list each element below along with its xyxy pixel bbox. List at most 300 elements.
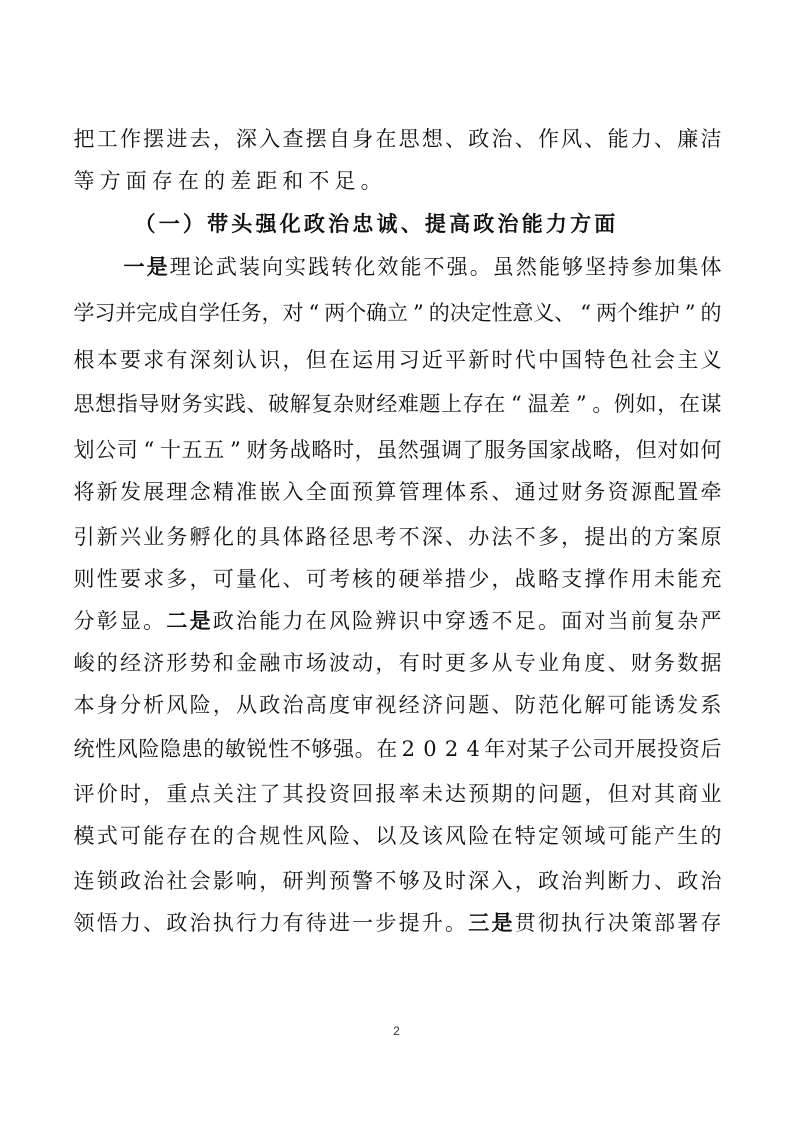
glyph: 存	[462, 392, 484, 416]
glyph: 务	[166, 525, 188, 549]
glyph: 社	[630, 348, 652, 372]
glyph: 预	[352, 480, 374, 504]
glyph: 入	[259, 127, 281, 151]
paragraph-line	[0, 685, 793, 725]
page-number: 2	[393, 1024, 400, 1038]
glyph: 战	[570, 438, 592, 462]
glyph: 发	[119, 480, 141, 504]
glyph: 。	[354, 737, 376, 761]
glyph: 法	[491, 525, 513, 549]
glyph: 题	[468, 693, 490, 717]
glyph: 力	[545, 211, 567, 236]
glyph: 上	[441, 392, 463, 416]
glyph: 略	[311, 438, 333, 462]
glyph: 实	[285, 255, 307, 279]
glyph: 体	[282, 525, 304, 549]
glyph: 考	[328, 567, 350, 591]
glyph: 是	[189, 608, 211, 633]
glyph: 、	[491, 693, 513, 717]
glyph: 投	[657, 737, 679, 761]
glyph: 的	[236, 525, 258, 549]
glyph: 系	[468, 480, 490, 504]
glyph: 入	[491, 869, 513, 893]
glyph: 理	[421, 480, 443, 504]
glyph: 色	[607, 348, 629, 372]
glyph: 但	[635, 438, 657, 462]
glyph: 风	[166, 693, 188, 717]
glyph: 断	[607, 869, 629, 893]
glyph: 二	[166, 608, 188, 633]
glyph: 、	[654, 869, 676, 893]
glyph: 核	[352, 567, 374, 591]
glyph: 未	[421, 782, 443, 806]
glyph: 、	[143, 911, 165, 935]
glyph: 部	[654, 911, 676, 935]
glyph: 原	[700, 525, 722, 549]
glyph: 和	[212, 651, 234, 675]
glyph: 复	[654, 609, 676, 633]
glyph: 个	[345, 301, 367, 325]
glyph: 两	[324, 301, 346, 325]
glyph: 和	[282, 169, 304, 193]
glyph: 在	[678, 392, 700, 416]
glyph: 不	[514, 525, 536, 549]
glyph: 务	[181, 392, 203, 416]
glyph: 入	[282, 480, 304, 504]
glyph: 2	[444, 737, 459, 761]
glyph: 不	[423, 255, 445, 279]
glyph: ，	[282, 348, 304, 372]
glyph: 措	[445, 567, 467, 591]
glyph: 杂	[677, 609, 699, 633]
glyph: 规	[259, 824, 281, 848]
glyph: 会	[189, 869, 211, 893]
glyph: 能	[677, 567, 699, 591]
glyph: 预	[468, 782, 490, 806]
glyph: 势	[189, 651, 211, 675]
glyph: 置	[677, 480, 699, 504]
glyph: 战	[289, 438, 311, 462]
glyph: 认	[236, 348, 258, 372]
glyph: 强	[419, 438, 441, 462]
glyph: 新	[96, 480, 118, 504]
glyph: 参	[631, 255, 653, 279]
glyph: 硬	[398, 567, 420, 591]
glyph: 风	[116, 737, 138, 761]
glyph: 、	[491, 480, 513, 504]
glyph: ”	[575, 392, 587, 416]
glyph: 性	[282, 824, 304, 848]
glyph: 识	[398, 609, 420, 633]
glyph: 险	[138, 737, 160, 761]
glyph: 产	[654, 824, 676, 848]
glyph: ，	[514, 869, 536, 893]
glyph: 可	[212, 567, 234, 591]
glyph: 方	[654, 525, 676, 549]
glyph: 定	[470, 301, 492, 325]
glyph: 研	[282, 869, 304, 893]
glyph: 不	[289, 737, 311, 761]
glyph: ）	[182, 211, 204, 236]
glyph: 性	[491, 301, 513, 325]
glyph: 风	[305, 824, 327, 848]
glyph: 政	[537, 869, 559, 893]
glyph: 思	[352, 525, 374, 549]
glyph: 对	[282, 301, 304, 325]
glyph: 年	[484, 737, 506, 761]
paragraph-line	[0, 293, 793, 333]
glyph: 生	[677, 824, 699, 848]
glyph: 面	[125, 169, 147, 193]
glyph: 一	[352, 911, 374, 935]
glyph: 撑	[584, 567, 606, 591]
glyph: 识	[259, 348, 281, 372]
glyph: ，	[561, 525, 583, 549]
glyph: 据	[700, 651, 722, 675]
glyph: 深	[468, 869, 490, 893]
glyph: 精	[212, 480, 234, 504]
glyph: 装	[238, 255, 260, 279]
glyph: 穿	[445, 609, 467, 633]
glyph: 深	[421, 525, 443, 549]
glyph: 数	[677, 651, 699, 675]
paragraph-line	[0, 861, 793, 901]
glyph: 在	[376, 737, 398, 761]
glyph: 够	[562, 255, 584, 279]
glyph: 透	[468, 609, 490, 633]
glyph: 面	[594, 211, 616, 236]
glyph: 任	[219, 301, 241, 325]
glyph: 风	[445, 824, 467, 848]
glyph: 的	[203, 737, 225, 761]
glyph: 期	[491, 782, 513, 806]
glyph: 主	[677, 348, 699, 372]
glyph: 新	[96, 525, 118, 549]
glyph: 求	[143, 348, 165, 372]
glyph: 时	[421, 651, 443, 675]
glyph: 个	[616, 301, 638, 325]
glyph: 对	[505, 737, 527, 761]
glyph: 隐	[159, 737, 181, 761]
glyph: “	[143, 438, 155, 462]
glyph: 系	[700, 693, 722, 717]
glyph: 集	[677, 255, 699, 279]
glyph: 过	[537, 480, 559, 504]
glyph: 当	[607, 609, 629, 633]
glyph: 近	[421, 348, 443, 372]
glyph: 想	[95, 392, 117, 416]
glyph: 有	[166, 348, 188, 372]
glyph: 判	[584, 869, 606, 893]
glyph: 可	[305, 567, 327, 591]
glyph: 、	[352, 824, 374, 848]
glyph: 略	[592, 438, 614, 462]
paragraph-line	[0, 601, 793, 641]
glyph: 患	[181, 737, 203, 761]
glyph: 治	[143, 869, 165, 893]
glyph: 业	[700, 782, 722, 806]
glyph: 少	[468, 567, 490, 591]
glyph: 了	[462, 438, 484, 462]
glyph: 不	[375, 869, 397, 893]
glyph: 题	[419, 392, 441, 416]
glyph: 治	[282, 693, 304, 717]
glyph: 对	[630, 782, 652, 806]
glyph: 加	[654, 255, 676, 279]
glyph: 面	[328, 480, 350, 504]
glyph: 转	[331, 255, 353, 279]
glyph: 经	[398, 693, 420, 717]
section-heading	[0, 204, 793, 244]
glyph: 身	[96, 693, 118, 717]
glyph: “	[580, 301, 591, 325]
glyph: 摆	[305, 127, 327, 151]
glyph: 。	[360, 169, 382, 193]
glyph: 该	[421, 824, 443, 848]
paragraph-line	[0, 816, 793, 856]
paragraph-line	[0, 729, 793, 769]
glyph: 能	[143, 824, 165, 848]
glyph: 价	[96, 782, 118, 806]
glyph: 、	[400, 211, 422, 236]
glyph: 决	[607, 911, 629, 935]
glyph: 在	[484, 392, 506, 416]
glyph: ，	[259, 869, 281, 893]
glyph: 问	[445, 693, 467, 717]
glyph: 多	[166, 567, 188, 591]
glyph: 对	[657, 438, 679, 462]
glyph: 公	[570, 737, 592, 761]
glyph: 模	[73, 824, 95, 848]
glyph: 。	[592, 392, 614, 416]
glyph: ，	[212, 693, 234, 717]
glyph: 行	[584, 911, 606, 935]
glyph: 0	[423, 737, 437, 761]
glyph: 险	[328, 824, 350, 848]
glyph: 足	[334, 169, 356, 193]
glyph: 本	[73, 693, 95, 717]
glyph: 划	[73, 438, 95, 462]
glyph: 习	[398, 348, 420, 372]
glyph: 诚	[376, 211, 398, 236]
glyph: 回	[352, 782, 374, 806]
glyph: 可	[607, 824, 629, 848]
glyph: 国	[561, 348, 583, 372]
glyph: 4	[466, 737, 480, 761]
glyph: 点	[189, 782, 211, 806]
glyph: 提	[424, 211, 446, 236]
glyph: 力	[630, 869, 652, 893]
glyph: 能	[607, 127, 629, 151]
glyph: 理	[169, 255, 191, 279]
glyph: 存	[151, 169, 173, 193]
glyph: 形	[166, 651, 188, 675]
glyph: 力	[630, 127, 652, 151]
glyph: 政	[119, 869, 141, 893]
glyph: 存	[166, 824, 188, 848]
glyph: 定	[537, 824, 559, 848]
glyph: 深	[189, 348, 211, 372]
glyph: 领	[561, 824, 583, 848]
glyph: 立	[387, 301, 408, 325]
glyph: 政	[259, 693, 281, 717]
glyph: 强	[255, 211, 277, 236]
glyph: 支	[561, 567, 583, 591]
glyph: 径	[328, 525, 350, 549]
glyph: 域	[584, 824, 606, 848]
glyph: 一	[123, 254, 145, 279]
glyph: 深	[236, 127, 258, 151]
glyph: 金	[236, 651, 258, 675]
glyph: 政	[166, 911, 188, 935]
glyph: 两	[596, 301, 617, 325]
glyph: 在	[177, 169, 199, 193]
glyph: 通	[514, 480, 536, 504]
glyph: 想	[421, 127, 443, 151]
glyph: 资	[607, 480, 629, 504]
glyph: 诱	[654, 693, 676, 717]
glyph: 化	[354, 255, 376, 279]
glyph: ，	[657, 392, 679, 416]
glyph: 彰	[96, 609, 118, 633]
glyph: 财	[630, 651, 652, 675]
glyph: 。	[537, 609, 559, 633]
glyph: “	[511, 392, 522, 416]
glyph: 但	[607, 782, 629, 806]
glyph: ”	[413, 301, 424, 325]
glyph: 何	[700, 438, 722, 462]
glyph: 防	[514, 693, 536, 717]
glyph: 性	[95, 737, 117, 761]
glyph: 的	[428, 301, 450, 325]
paragraph-line	[0, 903, 793, 943]
glyph: 、	[445, 127, 467, 151]
glyph: 根	[73, 348, 95, 372]
glyph: 孵	[189, 525, 211, 549]
glyph: 统	[73, 737, 95, 761]
glyph: 多	[468, 651, 490, 675]
glyph: 战	[514, 567, 536, 591]
glyph: 特	[514, 824, 536, 848]
glyph: ，	[491, 567, 513, 591]
glyph: 子	[549, 737, 571, 761]
glyph: 带	[207, 211, 229, 236]
glyph: 进	[328, 911, 350, 935]
glyph: 业	[537, 651, 559, 675]
glyph: 在	[328, 348, 350, 372]
glyph: （	[134, 211, 156, 236]
glyph: 五	[181, 438, 203, 462]
glyph: 题	[561, 782, 583, 806]
glyph: 商	[677, 782, 699, 806]
glyph: 虽	[492, 255, 514, 279]
glyph: 治	[561, 869, 583, 893]
glyph: 新	[468, 348, 490, 372]
glyph: 报	[375, 782, 397, 806]
glyph: 办	[468, 525, 490, 549]
glyph: 杂	[332, 392, 354, 416]
glyph: 波	[328, 651, 350, 675]
glyph: “	[308, 301, 320, 325]
glyph: 会	[654, 348, 676, 372]
glyph: 对	[584, 609, 606, 633]
glyph: 服	[484, 438, 506, 462]
glyph: 、	[514, 127, 536, 151]
glyph: 治	[497, 211, 519, 236]
glyph: 显	[119, 609, 141, 633]
glyph: 执	[212, 911, 234, 935]
glyph: ，	[261, 301, 283, 325]
glyph: 能	[400, 255, 422, 279]
glyph: 刻	[212, 348, 234, 372]
glyph: 。	[143, 609, 165, 633]
glyph: 发	[677, 693, 699, 717]
glyph: 力	[282, 609, 304, 633]
glyph: 治	[189, 911, 211, 935]
glyph: 角	[561, 651, 583, 675]
glyph: 、	[654, 127, 676, 151]
glyph: 力	[259, 911, 281, 935]
glyph: 身	[352, 127, 374, 151]
glyph: 实	[203, 392, 225, 416]
glyph: 连	[73, 869, 95, 893]
glyph: 其	[654, 782, 676, 806]
glyph: 护	[658, 301, 680, 325]
glyph: 署	[677, 911, 699, 935]
glyph: 2	[401, 737, 415, 761]
glyph: 重	[166, 782, 188, 806]
glyph: 政	[473, 211, 495, 236]
glyph: 算	[375, 480, 397, 504]
glyph: 财	[159, 392, 181, 416]
glyph: 义	[533, 301, 555, 325]
glyph: 影	[212, 869, 234, 893]
glyph: 的	[212, 824, 234, 848]
glyph: 的	[204, 169, 225, 193]
glyph: 谋	[700, 392, 722, 416]
glyph: 义	[700, 348, 722, 372]
glyph: 差	[549, 392, 571, 416]
glyph: 更	[445, 651, 467, 675]
glyph: 政	[468, 127, 490, 151]
glyph: 险	[352, 609, 374, 633]
glyph: 领	[73, 911, 95, 935]
glyph: 社	[166, 869, 188, 893]
glyph: 治	[236, 609, 258, 633]
paragraph-line	[0, 340, 793, 380]
glyph: 中	[537, 348, 559, 372]
glyph: 的	[375, 567, 397, 591]
glyph: 差	[230, 169, 252, 193]
paragraph-line	[0, 384, 793, 424]
glyph: 本	[96, 348, 118, 372]
glyph: 高	[305, 693, 327, 717]
paragraph-line	[0, 247, 793, 287]
glyph: 范	[537, 693, 559, 717]
glyph: 等	[73, 169, 95, 193]
glyph: 够	[311, 737, 333, 761]
glyph: 时	[445, 869, 467, 893]
glyph: 的	[700, 301, 722, 325]
glyph: 提	[398, 911, 420, 935]
glyph: 虽	[376, 438, 398, 462]
glyph: 管	[398, 480, 420, 504]
glyph: 将	[73, 480, 95, 504]
glyph: 财	[561, 480, 583, 504]
glyph: 资	[678, 737, 700, 761]
glyph: 视	[375, 693, 397, 717]
glyph: 在	[189, 824, 211, 848]
